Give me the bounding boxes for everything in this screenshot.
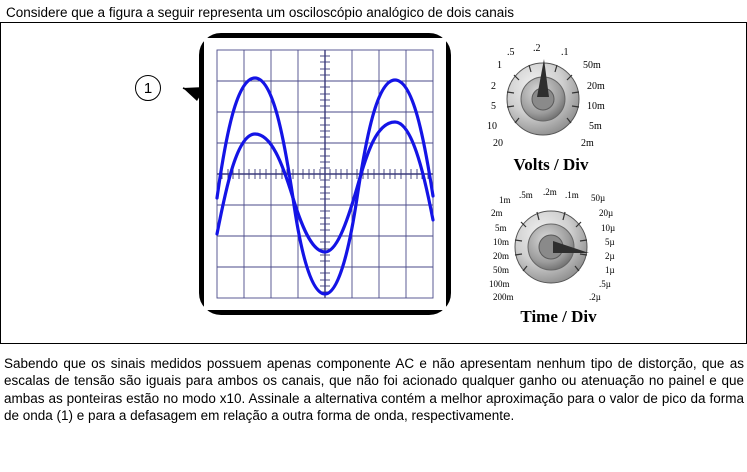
time-label-5m: 5m xyxy=(495,223,507,233)
time-label-1m: 1m xyxy=(499,195,511,205)
volts-label-20m: 20m xyxy=(587,81,605,92)
callout-marker-1: 1 xyxy=(135,75,161,101)
time-label-20u: 20µ xyxy=(599,208,614,218)
time-label-10m: 10m xyxy=(493,237,510,247)
time-label-p2m: .2m xyxy=(543,187,557,197)
time-label-100m: 100m xyxy=(489,279,510,289)
time-label-p2u: .2µ xyxy=(589,292,601,302)
time-label-2u: 2µ xyxy=(605,251,615,261)
volts-label-50m: 50m xyxy=(583,60,601,71)
volts-label-10m: 10m xyxy=(587,101,605,112)
time-label-2m: 2m xyxy=(491,208,503,218)
time-label-p5m: .5m xyxy=(519,190,533,200)
figure-container xyxy=(0,22,747,344)
time-per-div-knob[interactable] xyxy=(471,187,646,331)
volts-per-div-caption: Volts / Div xyxy=(513,155,589,174)
time-label-p5u: .5µ xyxy=(599,279,611,289)
time-label-20m: 20m xyxy=(493,251,510,261)
time-label-50u: 50µ xyxy=(591,193,606,203)
volts-label-5: 5 xyxy=(491,101,496,112)
volts-label-p5: .5 xyxy=(507,47,515,58)
time-label-200m: 200m xyxy=(493,292,514,302)
volts-label-p2: .2 xyxy=(533,43,541,54)
volts-label-2: 2 xyxy=(491,81,496,92)
scope-graticule xyxy=(204,38,446,310)
question-paragraph xyxy=(4,355,744,425)
time-label-p1m: .1m xyxy=(565,190,579,200)
oscilloscope-screen xyxy=(199,33,451,315)
volts-label-p1: .1 xyxy=(561,47,569,58)
intro-text: Considere que a figura a seguir representa um osciloscópio analógico de dois canais xyxy=(6,5,515,20)
volts-label-2m: 2m xyxy=(581,138,594,149)
time-per-div-caption: Time / Div xyxy=(520,307,597,326)
question-text: Sabendo que os sinais medidos possuem apenas componente AC e não apresentam nenhum tipo de distorção, que as escalas de tensão são iguais para ambos os canais, que não foi acionado qualquer ganho ou atenuação no painel e que ambas as ponteiras estão no modo x10. Assinale a alternativa contém a melhor aproximação para o valor de pico da forma de onda (1) e para a defasagem em relação a outra forma de onda, respectivamente. xyxy=(4,356,744,424)
volts-label-1: 1 xyxy=(497,60,502,71)
time-label-1u: 1µ xyxy=(605,265,615,275)
volts-label-5m: 5m xyxy=(589,121,602,132)
volts-label-10: 10 xyxy=(487,121,497,132)
time-label-10u: 10µ xyxy=(601,223,616,233)
volts-per-div-knob[interactable] xyxy=(471,45,631,180)
time-label-5u: 5µ xyxy=(605,237,615,247)
volts-label-20: 20 xyxy=(493,138,503,149)
time-label-50m: 50m xyxy=(493,265,510,275)
